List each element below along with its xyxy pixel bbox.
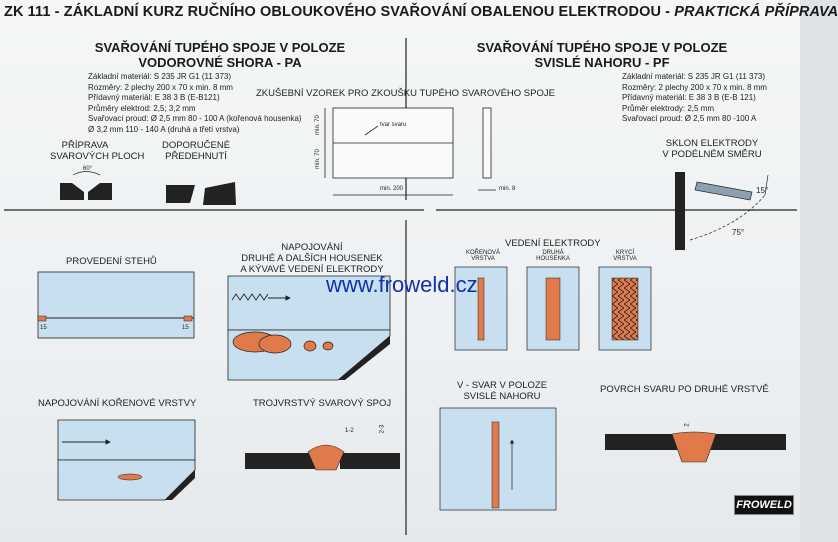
tacking-label: PROVEDENÍ STEHŮ bbox=[66, 256, 157, 267]
v-weld-vertical-drawing bbox=[440, 408, 556, 510]
root-layer-label: KOŘENOVÁ VRSTVA bbox=[465, 250, 500, 262]
dim-2-label: 2 bbox=[684, 423, 691, 427]
cover-layer-label: KRYCÍ VRSTVA bbox=[613, 250, 637, 262]
surface-label: POVRCH SVARU PO DRUHÉ VRSTVĚ bbox=[600, 384, 769, 395]
tack-15-left: 15 bbox=[40, 325, 47, 331]
electrode-guiding-drawing bbox=[455, 267, 651, 350]
poster-title: ZK 111 - ZÁKLADNÍ KURZ RUČNÍHO OBLOUKOVÉHO SVAŘOVÁNÍ OBALENOU ELEKTRODOU - PRAKTICKÁ PŘÍPRAVA bbox=[4, 4, 838, 20]
electrode-angle-drawing bbox=[675, 172, 768, 250]
test-sample-label: ZKUŠEBNÍ VZOREK PRO ZKOUŠKU TUPÉHO SVAROVÉHO SPOJE bbox=[256, 88, 555, 99]
tack-15-right: 15 bbox=[182, 325, 189, 331]
electrode-guiding-label: VEDENÍ ELEKTRODY bbox=[505, 238, 601, 249]
weld-shape-label: tvar svaru bbox=[380, 122, 407, 128]
dim-2-3-label: 2-3 bbox=[379, 424, 386, 434]
froweld-logo: FROWELD bbox=[734, 495, 794, 515]
min-200-label: min. 200 bbox=[380, 186, 404, 192]
angle-75-label: 75° bbox=[732, 228, 745, 237]
joining-root-drawing bbox=[58, 420, 195, 500]
tacking-drawing bbox=[38, 272, 194, 338]
electrode-angle-label: SKLON ELEKTRODY V PODÉLNÉM SMĚRU bbox=[662, 138, 762, 160]
website-watermark: www.froweld.cz bbox=[326, 272, 478, 297]
test-sample-drawing bbox=[325, 108, 496, 195]
left-specs: Základní materiál: S 235 JR G1 (11 373) Rozměry: 2 plechy 200 x 70 x min. 8 mm Přídavný materiál: E 38 3 B (E-B121) Průměry elektrod: 2,5; 3,2 mm Svařovací proud: Ø 2,5 mm 80 - 100 A (kořenová housenka) Ø 3,2 mm 110 - 140 A (druhá a třetí vrstva) bbox=[88, 72, 302, 134]
min-70-label-a: min. 70 bbox=[314, 115, 321, 135]
three-layer-weld-drawing bbox=[245, 445, 400, 470]
v-weld-label: V - SVAR V POLOZE SVISLÉ NAHORU bbox=[456, 380, 548, 402]
joining-beads-label: NAPOJOVÁNÍ DRUHÉ A DALŠÍCH HOUSENEK A KÝVAVÉ VEDENÍ ELEKTRODY bbox=[240, 242, 384, 275]
second-bead-label: DRUHÁ HOUSENKA bbox=[536, 250, 570, 262]
pre-bend-label: DOPORUČENÉ PŘEDEHNUTÍ bbox=[161, 140, 231, 162]
min-8-label: min. 8 bbox=[499, 186, 516, 192]
edge-prep-label: PŘÍPRAVA SVAROVÝCH PLOCH bbox=[50, 140, 145, 162]
root-joining-label: NAPOJOVÁNÍ KOŘENOVÉ VRSTVY bbox=[38, 398, 197, 409]
edge-preparation-drawing bbox=[60, 172, 236, 206]
angle-60-label: 60° bbox=[83, 166, 93, 172]
three-layer-label: TROJVRSTVÝ SVAROVÝ SPOJ bbox=[253, 398, 392, 409]
surface-second-layer-drawing bbox=[605, 432, 786, 462]
min-70-label-b: min. 70 bbox=[314, 149, 321, 169]
section-title-pa: SVAŘOVÁNÍ TUPÉHO SPOJE V POLOZE VODOROVNÉ SHORA - PA bbox=[94, 40, 346, 70]
angle-15-label: 15° bbox=[756, 186, 769, 195]
dim-1-2-label: 1-2 bbox=[345, 428, 354, 434]
section-title-pf: SVAŘOVÁNÍ TUPÉHO SPOJE V POLOZE SVISLÉ NAHORU - PF bbox=[476, 40, 728, 70]
right-specs: Základní materiál: S 235 JR G1 (11 373) Rozměry: 2 plechy 200 x 70 x min. 8 mm Přídavný materiál: E 38 3 B (E-B 121) Průměr elektrody: 2,5 mm Svařovací proud: Ø 2,5 mm 80 -100 A bbox=[622, 72, 767, 124]
